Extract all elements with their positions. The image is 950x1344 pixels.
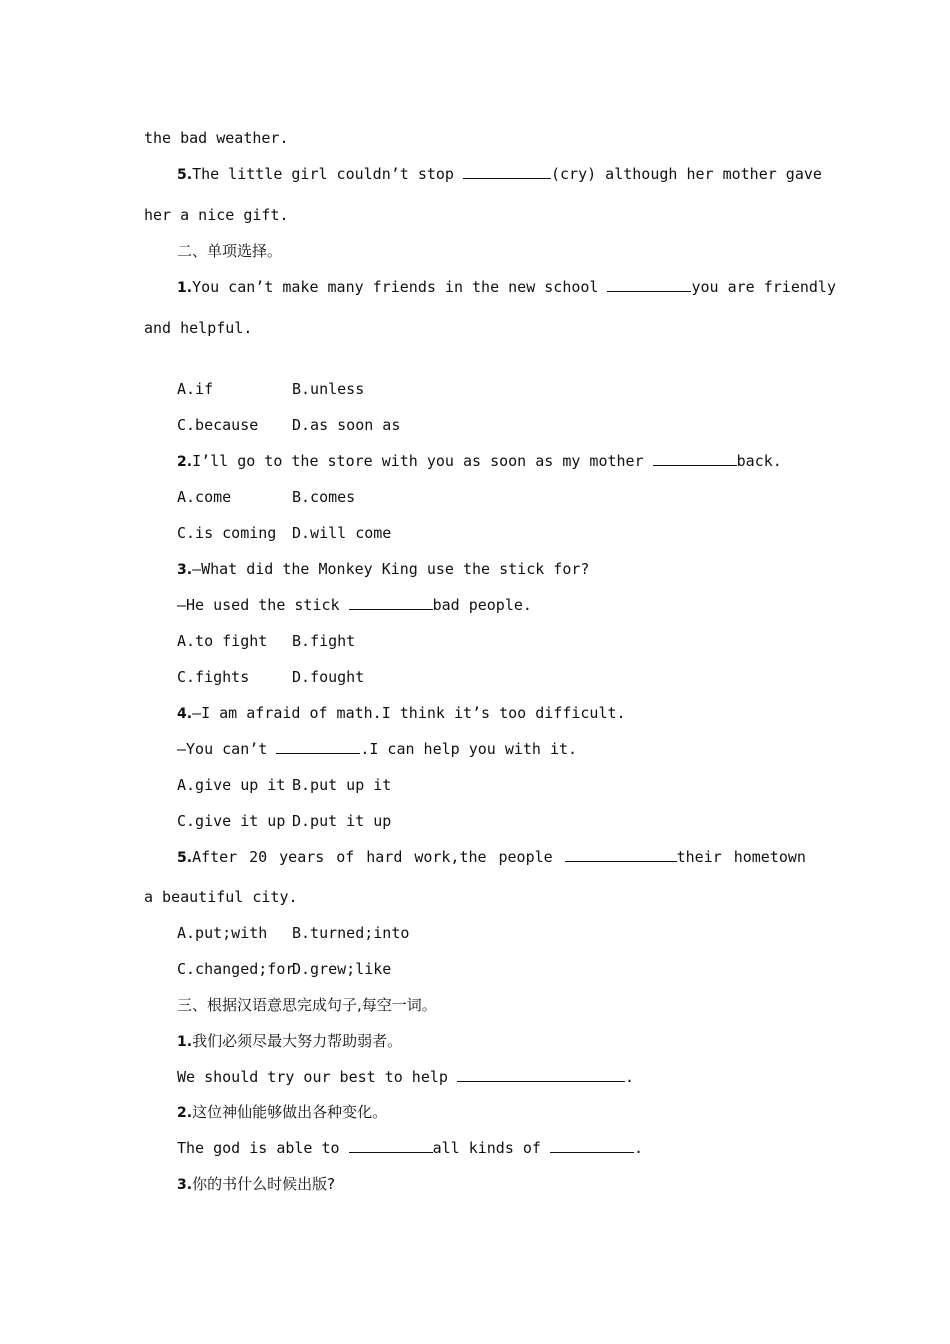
option-d[interactable]: D.will come xyxy=(292,524,392,542)
answer-blank[interactable] xyxy=(607,277,691,292)
answer-blank[interactable] xyxy=(550,1138,634,1153)
question-text: .I can help you with it. xyxy=(360,740,578,758)
option-c[interactable]: C.because xyxy=(177,416,259,434)
chinese-prompt: 你的书什么时候出版? xyxy=(192,1175,336,1193)
mc-question-3 xyxy=(177,559,589,580)
option-d[interactable]: D.put it up xyxy=(292,812,392,830)
sentence-text: all kinds of xyxy=(432,1139,550,1157)
chinese-prompt: 这位神仙能够做出各种变化。 xyxy=(192,1103,388,1121)
question-number: 2. xyxy=(177,1105,193,1121)
translation-question-1 xyxy=(177,1031,402,1052)
option-c[interactable]: C.give it up xyxy=(177,812,286,830)
sentence-text: . xyxy=(624,1068,634,1086)
question-number: 5. xyxy=(177,850,193,866)
translation-sentence-1 xyxy=(177,1067,634,1087)
question-text: —I am afraid of math.I think it’s too difficult. xyxy=(192,704,626,722)
answer-blank[interactable] xyxy=(463,164,551,179)
question-number: 1. xyxy=(177,280,193,296)
sentence-text: We should try our best to help xyxy=(177,1068,457,1086)
mc-question-2 xyxy=(177,451,782,472)
question-word: work,the xyxy=(414,848,487,866)
chinese-prompt: 我们必须尽最大努力帮助弱者。 xyxy=(192,1032,403,1050)
option-a[interactable]: A.to fight xyxy=(177,632,268,650)
question-word: people xyxy=(498,848,553,866)
option-a[interactable]: A.come xyxy=(177,488,232,506)
answer-blank[interactable] xyxy=(653,451,737,466)
question-text-continuation: her a nice gift. xyxy=(144,206,289,224)
translation-question-2 xyxy=(177,1102,387,1123)
dialogue-reply xyxy=(177,739,577,759)
question-word: After xyxy=(192,848,238,866)
option-b[interactable]: B.put up it xyxy=(292,776,392,794)
translation-sentence-2 xyxy=(177,1138,643,1158)
answer-blank[interactable] xyxy=(276,739,360,754)
option-b[interactable]: B.unless xyxy=(292,380,365,398)
question-text: You can’t make many friends in the new school xyxy=(192,278,608,296)
option-b[interactable]: B.turned;into xyxy=(292,924,410,942)
option-c[interactable]: C.changed;for xyxy=(177,960,295,978)
fill-question-5 xyxy=(177,164,822,185)
question-text-continuation: a beautiful city. xyxy=(144,888,298,906)
question-text: —He used the stick xyxy=(177,596,349,614)
section-title-translation: 三、根据汉语意思完成句子,每空一词。 xyxy=(177,996,437,1014)
question-number: 2. xyxy=(177,454,193,470)
question-text: —What did the Monkey King use the stick for? xyxy=(192,560,590,578)
translation-question-3 xyxy=(177,1174,335,1195)
question-word: hometown xyxy=(733,848,806,866)
option-a[interactable]: A.give up it xyxy=(177,776,286,794)
mc-question-1 xyxy=(177,277,836,298)
sentence-text: The god is able to xyxy=(177,1139,349,1157)
section-title-multiple-choice: 二、单项选择。 xyxy=(177,242,283,260)
option-c[interactable]: C.fights xyxy=(177,668,250,686)
answer-blank[interactable] xyxy=(565,847,677,862)
question-text: I’ll go to the store with you as soon as my mother xyxy=(192,452,653,470)
answer-blank[interactable] xyxy=(349,1138,433,1153)
question-number: 5. xyxy=(177,167,193,183)
option-a[interactable]: A.put;with xyxy=(177,924,268,942)
question-text: The little girl couldn’t stop xyxy=(192,165,463,183)
mc-question-4 xyxy=(177,703,626,724)
question-text-continuation: and helpful. xyxy=(144,319,253,337)
option-d[interactable]: D.as soon as xyxy=(292,416,401,434)
mc-question-5 xyxy=(177,847,806,868)
option-d[interactable]: D.fought xyxy=(292,668,365,686)
option-d[interactable]: D.grew;like xyxy=(292,960,392,978)
question-word: hard xyxy=(366,848,403,866)
previous-question-continuation: the bad weather. xyxy=(144,129,289,147)
question-text: back. xyxy=(736,452,782,470)
question-word: of xyxy=(336,848,355,866)
question-number: 3. xyxy=(177,1177,193,1193)
dialogue-reply xyxy=(177,595,532,615)
option-a[interactable]: A.if xyxy=(177,380,214,398)
question-word: their xyxy=(676,848,722,866)
question-word: 20 xyxy=(249,848,268,866)
answer-blank[interactable] xyxy=(349,595,433,610)
question-text: —You can’t xyxy=(177,740,277,758)
question-text: bad people. xyxy=(432,596,532,614)
question-text: (cry) although her mother gave xyxy=(551,165,822,183)
sentence-text: . xyxy=(634,1139,644,1157)
option-b[interactable]: B.comes xyxy=(292,488,356,506)
answer-blank[interactable] xyxy=(457,1067,625,1082)
question-number: 4. xyxy=(177,706,193,722)
option-c[interactable]: C.is coming xyxy=(177,524,277,542)
question-text: you are friendly xyxy=(691,278,836,296)
question-number: 1. xyxy=(177,1034,193,1050)
question-number: 3. xyxy=(177,562,193,578)
question-word: years xyxy=(279,848,325,866)
option-b[interactable]: B.fight xyxy=(292,632,356,650)
